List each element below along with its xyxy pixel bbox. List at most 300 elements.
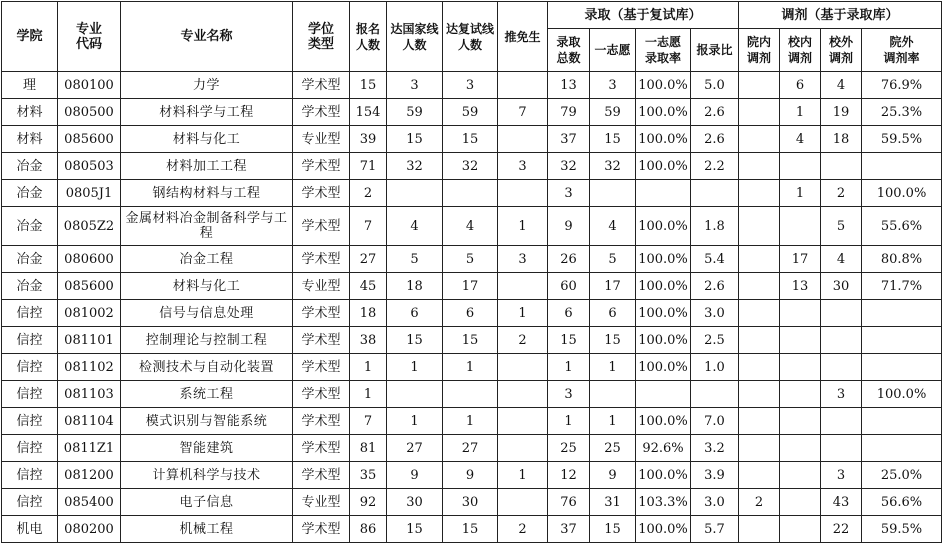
cell-retest-line (443, 381, 498, 408)
table-row (2, 354, 942, 381)
cell-ratio: 3.9 (691, 462, 739, 489)
cell-applicants: 92 (350, 489, 387, 516)
header-first-choice-rate: 一志愿 录取率 (636, 29, 691, 72)
cell-inner-school: 4 (780, 126, 821, 153)
cell-code: 081104 (58, 408, 121, 435)
cell-degree: 学术型 (293, 354, 350, 381)
cell-outer-school (821, 435, 862, 462)
table-row (2, 408, 942, 435)
cell-admission-total: 9 (548, 207, 590, 246)
cell-inner-college (739, 207, 780, 246)
cell-outer-rate (862, 327, 942, 354)
cell-major: 电子信息 (121, 489, 293, 516)
cell-ratio: 2.6 (691, 126, 739, 153)
cell-first-choice: 15 (590, 516, 636, 543)
cell-major: 材料与化工 (121, 126, 293, 153)
cell-outer-rate: 100.0% (862, 180, 942, 207)
cell-inner-school (780, 153, 821, 180)
cell-exempt: 1 (498, 300, 548, 327)
cell-inner-school (780, 435, 821, 462)
cell-degree: 学术型 (293, 99, 350, 126)
cell-national-line: 6 (387, 300, 443, 327)
cell-college: 冶金 (2, 246, 58, 273)
cell-outer-rate: 59.5% (862, 516, 942, 543)
cell-admission-total: 32 (548, 153, 590, 180)
cell-retest-line: 59 (443, 99, 498, 126)
cell-major: 系统工程 (121, 381, 293, 408)
cell-college: 机电 (2, 516, 58, 543)
admission-stats-table (1, 1, 942, 543)
cell-outer-rate: 25.0% (862, 462, 942, 489)
header-outer-school: 校外 调剂 (821, 29, 862, 72)
table-row (2, 300, 942, 327)
cell-exempt: 2 (498, 327, 548, 354)
header-major: 专业名称 (121, 2, 293, 72)
cell-inner-college (739, 381, 780, 408)
cell-first-choice-rate: 103.3% (636, 489, 691, 516)
cell-retest-line: 15 (443, 327, 498, 354)
cell-ratio: 2.6 (691, 99, 739, 126)
cell-exempt (498, 435, 548, 462)
table-row (2, 327, 942, 354)
header-degree: 学位 类型 (293, 2, 350, 72)
cell-outer-school: 22 (821, 516, 862, 543)
cell-exempt (498, 72, 548, 99)
cell-outer-school: 3 (821, 462, 862, 489)
cell-first-choice-rate: 100.0% (636, 153, 691, 180)
cell-outer-school (821, 327, 862, 354)
cell-admission-total: 37 (548, 516, 590, 543)
cell-inner-school (780, 462, 821, 489)
header-adjust-group: 调剂（基于录取库） (739, 2, 942, 29)
cell-outer-rate (862, 435, 942, 462)
table-row (2, 381, 942, 408)
cell-degree: 学术型 (293, 327, 350, 354)
cell-first-choice-rate: 100.0% (636, 126, 691, 153)
cell-outer-rate (862, 408, 942, 435)
cell-college: 信控 (2, 462, 58, 489)
cell-major: 金属材料冶金制备科学与工程 (121, 207, 293, 246)
cell-exempt: 3 (498, 246, 548, 273)
cell-admission-total: 25 (548, 435, 590, 462)
cell-exempt (498, 180, 548, 207)
cell-first-choice: 15 (590, 126, 636, 153)
cell-applicants: 81 (350, 435, 387, 462)
cell-first-choice: 15 (590, 327, 636, 354)
cell-code: 080503 (58, 153, 121, 180)
cell-retest-line: 32 (443, 153, 498, 180)
cell-major: 智能建筑 (121, 435, 293, 462)
cell-admission-total: 79 (548, 99, 590, 126)
cell-admission-total: 26 (548, 246, 590, 273)
cell-first-choice-rate: 92.6% (636, 435, 691, 462)
cell-major: 信号与信息处理 (121, 300, 293, 327)
cell-first-choice: 3 (590, 72, 636, 99)
cell-admission-total: 60 (548, 273, 590, 300)
cell-outer-school: 18 (821, 126, 862, 153)
cell-degree: 学术型 (293, 153, 350, 180)
header-exempt: 推免生 (498, 2, 548, 72)
cell-first-choice: 1 (590, 354, 636, 381)
cell-degree: 学术型 (293, 462, 350, 489)
header-national-line: 达国家线 人数 (387, 2, 443, 72)
cell-ratio: 5.0 (691, 72, 739, 99)
cell-national-line: 1 (387, 354, 443, 381)
cell-inner-college (739, 300, 780, 327)
cell-outer-school (821, 354, 862, 381)
cell-applicants: 2 (350, 180, 387, 207)
cell-admission-total: 37 (548, 126, 590, 153)
cell-first-choice: 9 (590, 462, 636, 489)
cell-degree: 专业型 (293, 126, 350, 153)
cell-ratio: 2.2 (691, 153, 739, 180)
cell-first-choice: 5 (590, 246, 636, 273)
cell-outer-rate: 80.8% (862, 246, 942, 273)
cell-outer-school: 43 (821, 489, 862, 516)
cell-admission-total: 6 (548, 300, 590, 327)
cell-first-choice: 4 (590, 207, 636, 246)
cell-exempt: 3 (498, 153, 548, 180)
cell-inner-college (739, 72, 780, 99)
header-inner-college: 院内 调剂 (739, 29, 780, 72)
cell-major: 计算机科学与技术 (121, 462, 293, 489)
cell-retest-line: 27 (443, 435, 498, 462)
table-row (2, 153, 942, 180)
cell-major: 材料与化工 (121, 273, 293, 300)
cell-retest-line: 4 (443, 207, 498, 246)
cell-outer-school: 4 (821, 246, 862, 273)
cell-outer-school: 4 (821, 72, 862, 99)
cell-college: 信控 (2, 300, 58, 327)
cell-degree: 学术型 (293, 180, 350, 207)
cell-degree: 学术型 (293, 516, 350, 543)
cell-applicants: 45 (350, 273, 387, 300)
cell-code: 081102 (58, 354, 121, 381)
cell-major: 冶金工程 (121, 246, 293, 273)
cell-retest-line: 17 (443, 273, 498, 300)
cell-degree: 学术型 (293, 435, 350, 462)
cell-national-line: 15 (387, 516, 443, 543)
cell-major: 力学 (121, 72, 293, 99)
cell-degree: 专业型 (293, 273, 350, 300)
cell-inner-college (739, 462, 780, 489)
cell-national-line (387, 180, 443, 207)
table-row (2, 207, 942, 246)
cell-applicants: 1 (350, 354, 387, 381)
cell-code: 085600 (58, 273, 121, 300)
cell-outer-rate: 55.6% (862, 207, 942, 246)
cell-outer-rate: 76.9% (862, 72, 942, 99)
cell-exempt: 2 (498, 516, 548, 543)
cell-ratio: 2.6 (691, 273, 739, 300)
table-row (2, 99, 942, 126)
cell-ratio: 5.4 (691, 246, 739, 273)
cell-outer-rate (862, 354, 942, 381)
cell-ratio: 3.0 (691, 300, 739, 327)
cell-code: 080200 (58, 516, 121, 543)
header-admission-total: 录取 总数 (548, 29, 590, 72)
cell-inner-school (780, 207, 821, 246)
cell-applicants: 27 (350, 246, 387, 273)
cell-exempt: 7 (498, 99, 548, 126)
cell-code: 085400 (58, 489, 121, 516)
cell-inner-school: 1 (780, 99, 821, 126)
table-row (2, 72, 942, 99)
cell-first-choice-rate: 100.0% (636, 72, 691, 99)
cell-first-choice: 25 (590, 435, 636, 462)
table-row (2, 489, 942, 516)
cell-retest-line: 9 (443, 462, 498, 489)
cell-national-line: 30 (387, 489, 443, 516)
header-ratio: 报录比 (691, 29, 739, 72)
cell-admission-total: 76 (548, 489, 590, 516)
cell-inner-college (739, 435, 780, 462)
cell-applicants: 86 (350, 516, 387, 543)
cell-first-choice: 6 (590, 300, 636, 327)
cell-code: 0805Z2 (58, 207, 121, 246)
cell-applicants: 154 (350, 99, 387, 126)
cell-degree: 学术型 (293, 300, 350, 327)
cell-degree: 学术型 (293, 381, 350, 408)
cell-first-choice-rate: 100.0% (636, 408, 691, 435)
cell-applicants: 7 (350, 408, 387, 435)
cell-applicants: 39 (350, 126, 387, 153)
cell-degree: 专业型 (293, 489, 350, 516)
cell-inner-school (780, 300, 821, 327)
cell-outer-rate: 71.7% (862, 273, 942, 300)
cell-outer-school: 3 (821, 381, 862, 408)
cell-outer-rate: 56.6% (862, 489, 942, 516)
cell-outer-rate (862, 300, 942, 327)
cell-first-choice-rate (636, 180, 691, 207)
cell-code: 081101 (58, 327, 121, 354)
table-row (2, 246, 942, 273)
header-applicants: 报名 人数 (350, 2, 387, 72)
cell-college: 冶金 (2, 180, 58, 207)
cell-ratio (691, 381, 739, 408)
cell-first-choice-rate: 100.0% (636, 516, 691, 543)
cell-ratio: 7.0 (691, 408, 739, 435)
cell-admission-total: 15 (548, 327, 590, 354)
cell-major: 材料科学与工程 (121, 99, 293, 126)
cell-first-choice (590, 180, 636, 207)
cell-code: 0805J1 (58, 180, 121, 207)
cell-college: 信控 (2, 489, 58, 516)
cell-college: 冶金 (2, 207, 58, 246)
cell-inner-college: 2 (739, 489, 780, 516)
cell-inner-school (780, 327, 821, 354)
cell-inner-school (780, 354, 821, 381)
cell-exempt: 1 (498, 207, 548, 246)
cell-retest-line: 1 (443, 408, 498, 435)
cell-national-line: 32 (387, 153, 443, 180)
cell-major: 材料加工工程 (121, 153, 293, 180)
cell-code: 080100 (58, 72, 121, 99)
cell-first-choice (590, 381, 636, 408)
cell-college: 冶金 (2, 273, 58, 300)
cell-outer-school (821, 408, 862, 435)
cell-outer-school: 2 (821, 180, 862, 207)
cell-inner-school (780, 408, 821, 435)
cell-college: 信控 (2, 381, 58, 408)
cell-inner-college (739, 516, 780, 543)
cell-code: 085600 (58, 126, 121, 153)
header-inner-school: 校内 调剂 (780, 29, 821, 72)
cell-college: 理 (2, 72, 58, 99)
cell-college: 冶金 (2, 153, 58, 180)
cell-retest-line: 3 (443, 72, 498, 99)
cell-applicants: 7 (350, 207, 387, 246)
header-first-choice: 一志愿 (590, 29, 636, 72)
cell-inner-college (739, 180, 780, 207)
cell-inner-college (739, 354, 780, 381)
cell-first-choice-rate: 100.0% (636, 327, 691, 354)
cell-retest-line: 30 (443, 489, 498, 516)
cell-outer-rate (862, 153, 942, 180)
header-retest-line: 达复试线 人数 (443, 2, 498, 72)
cell-ratio: 1.0 (691, 354, 739, 381)
cell-major: 机械工程 (121, 516, 293, 543)
cell-college: 信控 (2, 408, 58, 435)
cell-first-choice-rate: 100.0% (636, 246, 691, 273)
cell-first-choice-rate: 100.0% (636, 300, 691, 327)
cell-inner-college (739, 126, 780, 153)
cell-ratio: 1.8 (691, 207, 739, 246)
cell-retest-line: 15 (443, 126, 498, 153)
cell-exempt (498, 273, 548, 300)
cell-major: 钢结构材料与工程 (121, 180, 293, 207)
cell-ratio: 3.0 (691, 489, 739, 516)
table-row (2, 126, 942, 153)
cell-exempt (498, 381, 548, 408)
cell-applicants: 35 (350, 462, 387, 489)
cell-admission-total: 1 (548, 408, 590, 435)
cell-outer-school (821, 300, 862, 327)
cell-national-line: 59 (387, 99, 443, 126)
cell-inner-school: 13 (780, 273, 821, 300)
cell-inner-college (739, 408, 780, 435)
cell-retest-line: 5 (443, 246, 498, 273)
cell-outer-school: 30 (821, 273, 862, 300)
cell-inner-college (739, 327, 780, 354)
cell-first-choice: 31 (590, 489, 636, 516)
cell-inner-school: 17 (780, 246, 821, 273)
cell-inner-school (780, 489, 821, 516)
cell-first-choice-rate: 100.0% (636, 354, 691, 381)
cell-college: 信控 (2, 354, 58, 381)
cell-college: 信控 (2, 435, 58, 462)
cell-first-choice-rate: 100.0% (636, 99, 691, 126)
cell-inner-school (780, 516, 821, 543)
cell-inner-college (739, 246, 780, 273)
cell-code: 081002 (58, 300, 121, 327)
cell-exempt (498, 489, 548, 516)
header-college: 学院 (2, 2, 58, 72)
header-code: 专业 代码 (58, 2, 121, 72)
cell-exempt (498, 408, 548, 435)
cell-outer-school (821, 153, 862, 180)
cell-outer-rate: 25.3% (862, 99, 942, 126)
cell-national-line: 1 (387, 408, 443, 435)
cell-degree: 学术型 (293, 72, 350, 99)
cell-ratio (691, 180, 739, 207)
cell-inner-school (780, 381, 821, 408)
cell-first-choice-rate (636, 381, 691, 408)
cell-college: 材料 (2, 126, 58, 153)
cell-first-choice: 1 (590, 408, 636, 435)
table-row (2, 180, 942, 207)
cell-major: 检测技术与自动化装置 (121, 354, 293, 381)
cell-code: 081103 (58, 381, 121, 408)
cell-retest-line (443, 180, 498, 207)
cell-outer-school: 19 (821, 99, 862, 126)
cell-inner-college (739, 153, 780, 180)
cell-inner-college (739, 99, 780, 126)
cell-inner-school: 1 (780, 180, 821, 207)
header-admission-group: 录取（基于复试库） (548, 2, 739, 29)
cell-degree: 学术型 (293, 246, 350, 273)
cell-first-choice-rate: 100.0% (636, 207, 691, 246)
cell-admission-total: 3 (548, 180, 590, 207)
cell-outer-rate: 59.5% (862, 126, 942, 153)
cell-code: 080500 (58, 99, 121, 126)
cell-ratio: 2.5 (691, 327, 739, 354)
cell-college: 材料 (2, 99, 58, 126)
cell-retest-line: 1 (443, 354, 498, 381)
cell-national-line: 27 (387, 435, 443, 462)
cell-admission-total: 3 (548, 381, 590, 408)
table-row (2, 273, 942, 300)
cell-national-line: 18 (387, 273, 443, 300)
cell-code: 080600 (58, 246, 121, 273)
table-body (2, 72, 942, 543)
cell-national-line: 5 (387, 246, 443, 273)
cell-ratio: 3.2 (691, 435, 739, 462)
cell-retest-line: 6 (443, 300, 498, 327)
cell-ratio: 5.7 (691, 516, 739, 543)
cell-national-line: 9 (387, 462, 443, 489)
cell-applicants: 18 (350, 300, 387, 327)
cell-retest-line: 15 (443, 516, 498, 543)
cell-degree: 学术型 (293, 408, 350, 435)
cell-first-choice-rate: 100.0% (636, 273, 691, 300)
cell-applicants: 38 (350, 327, 387, 354)
cell-admission-total: 1 (548, 354, 590, 381)
cell-admission-total: 13 (548, 72, 590, 99)
cell-exempt (498, 354, 548, 381)
table-row (2, 516, 942, 543)
cell-applicants: 15 (350, 72, 387, 99)
cell-inner-school: 6 (780, 72, 821, 99)
cell-national-line (387, 381, 443, 408)
cell-college: 信控 (2, 327, 58, 354)
cell-first-choice: 17 (590, 273, 636, 300)
cell-applicants: 1 (350, 381, 387, 408)
cell-admission-total: 12 (548, 462, 590, 489)
cell-code: 0811Z1 (58, 435, 121, 462)
cell-exempt: 1 (498, 462, 548, 489)
cell-applicants: 71 (350, 153, 387, 180)
cell-national-line: 4 (387, 207, 443, 246)
cell-first-choice: 59 (590, 99, 636, 126)
cell-degree: 学术型 (293, 207, 350, 246)
cell-major: 控制理论与控制工程 (121, 327, 293, 354)
cell-outer-rate: 100.0% (862, 381, 942, 408)
header-outer-rate: 院外 调剂率 (862, 29, 942, 72)
cell-first-choice-rate: 100.0% (636, 462, 691, 489)
table-row (2, 462, 942, 489)
cell-national-line: 15 (387, 126, 443, 153)
